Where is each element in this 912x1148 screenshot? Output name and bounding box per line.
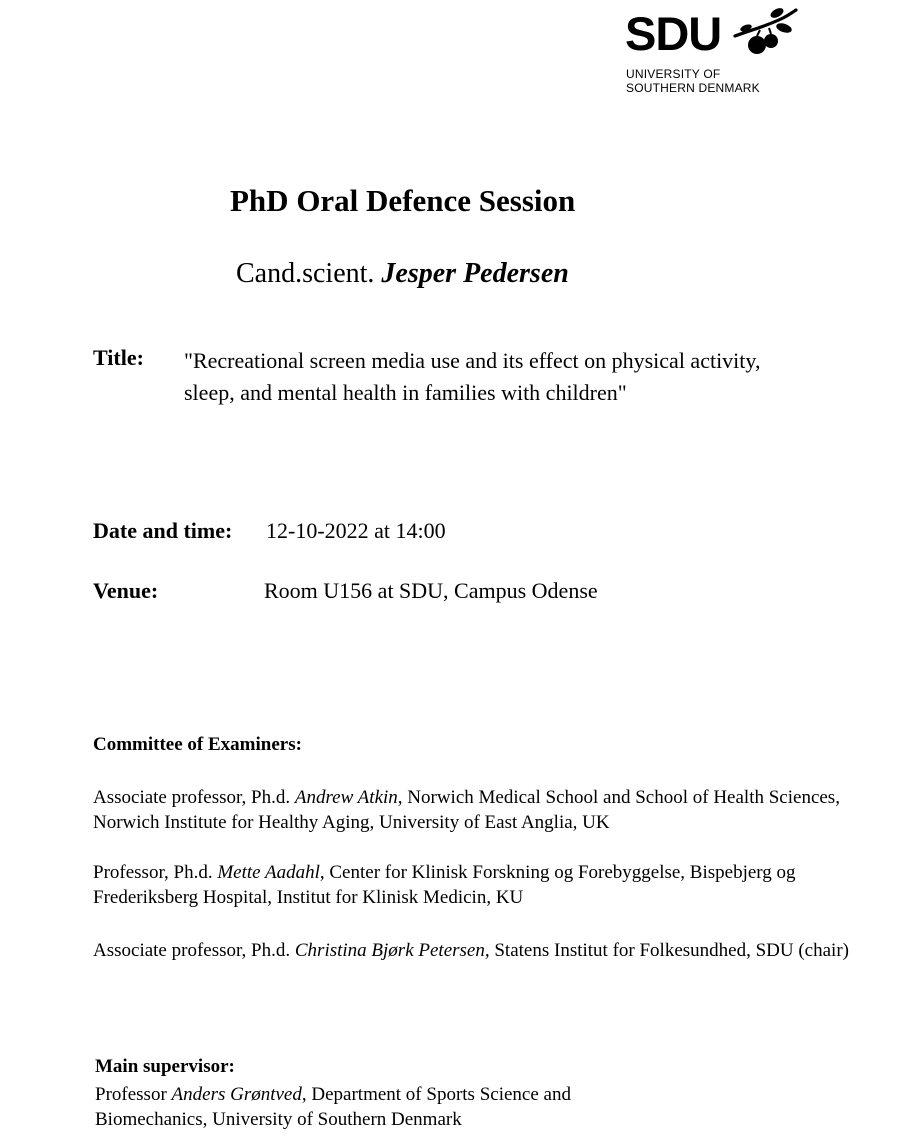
logo-text-line2: SOUTHERN DENMARK [626, 81, 760, 95]
candidate-line [236, 258, 569, 290]
thesis-title-label: Title: [93, 345, 144, 370]
supervisor-details [95, 1082, 655, 1132]
member-title: Associate professor, Ph.d. [93, 940, 291, 961]
thesis-title-value: "Recreational screen media use and its effect on physical activity, sleep, and mental health in families with children" [184, 348, 761, 405]
member-affiliation: , Statens Institut for Folkesundhed, SDU (chair) [484, 940, 849, 961]
supervisor-title: Professor [95, 1084, 167, 1105]
olive-branch-icon [733, 8, 799, 58]
candidate-name: Jesper Pedersen [381, 258, 569, 289]
committee-member [93, 938, 853, 963]
member-name: Christina Bjørk Petersen [294, 940, 485, 961]
supervisor-heading: Main supervisor: [95, 1056, 235, 1077]
member-affiliation: , Center for Klinisk Forskning og Forebyggelse, Bispebjerg og Frederiksberg Hospital, Institut for Klinisk Medicin, KU [93, 862, 796, 908]
committee-member [93, 785, 853, 835]
logo-text-line1: UNIVERSITY OF [626, 67, 721, 81]
date-value: 12-10-2022 at 14:00 [266, 518, 446, 543]
member-name: Mette Aadahl [217, 862, 320, 883]
supervisor-name: Anders Grøntved [171, 1084, 302, 1105]
supervisor-affiliation: , Department of Sports Science and Biomechanics, University of Southern Denmark [95, 1084, 571, 1130]
date-label: Date and time: [93, 518, 233, 543]
logo-wordmark: SDU [625, 7, 722, 60]
candidate-degree: Cand.scient. [236, 258, 375, 289]
committee-heading: Committee of Examiners: [93, 734, 302, 755]
member-title: Associate professor, Ph.d. [93, 787, 291, 808]
committee-member [93, 860, 853, 910]
sdu-logo [625, 8, 800, 100]
member-affiliation: , Norwich Medical School and School of Health Sciences, Norwich Institute for Healthy Aging, University of East Anglia, UK [93, 787, 840, 833]
page-title: PhD Oral Defence Session [230, 183, 576, 218]
venue-label: Venue: [93, 578, 159, 603]
member-name: Andrew Atkin [294, 787, 398, 808]
venue-value: Room U156 at SDU, Campus Odense [264, 578, 598, 603]
member-title: Professor, Ph.d. [93, 862, 213, 883]
